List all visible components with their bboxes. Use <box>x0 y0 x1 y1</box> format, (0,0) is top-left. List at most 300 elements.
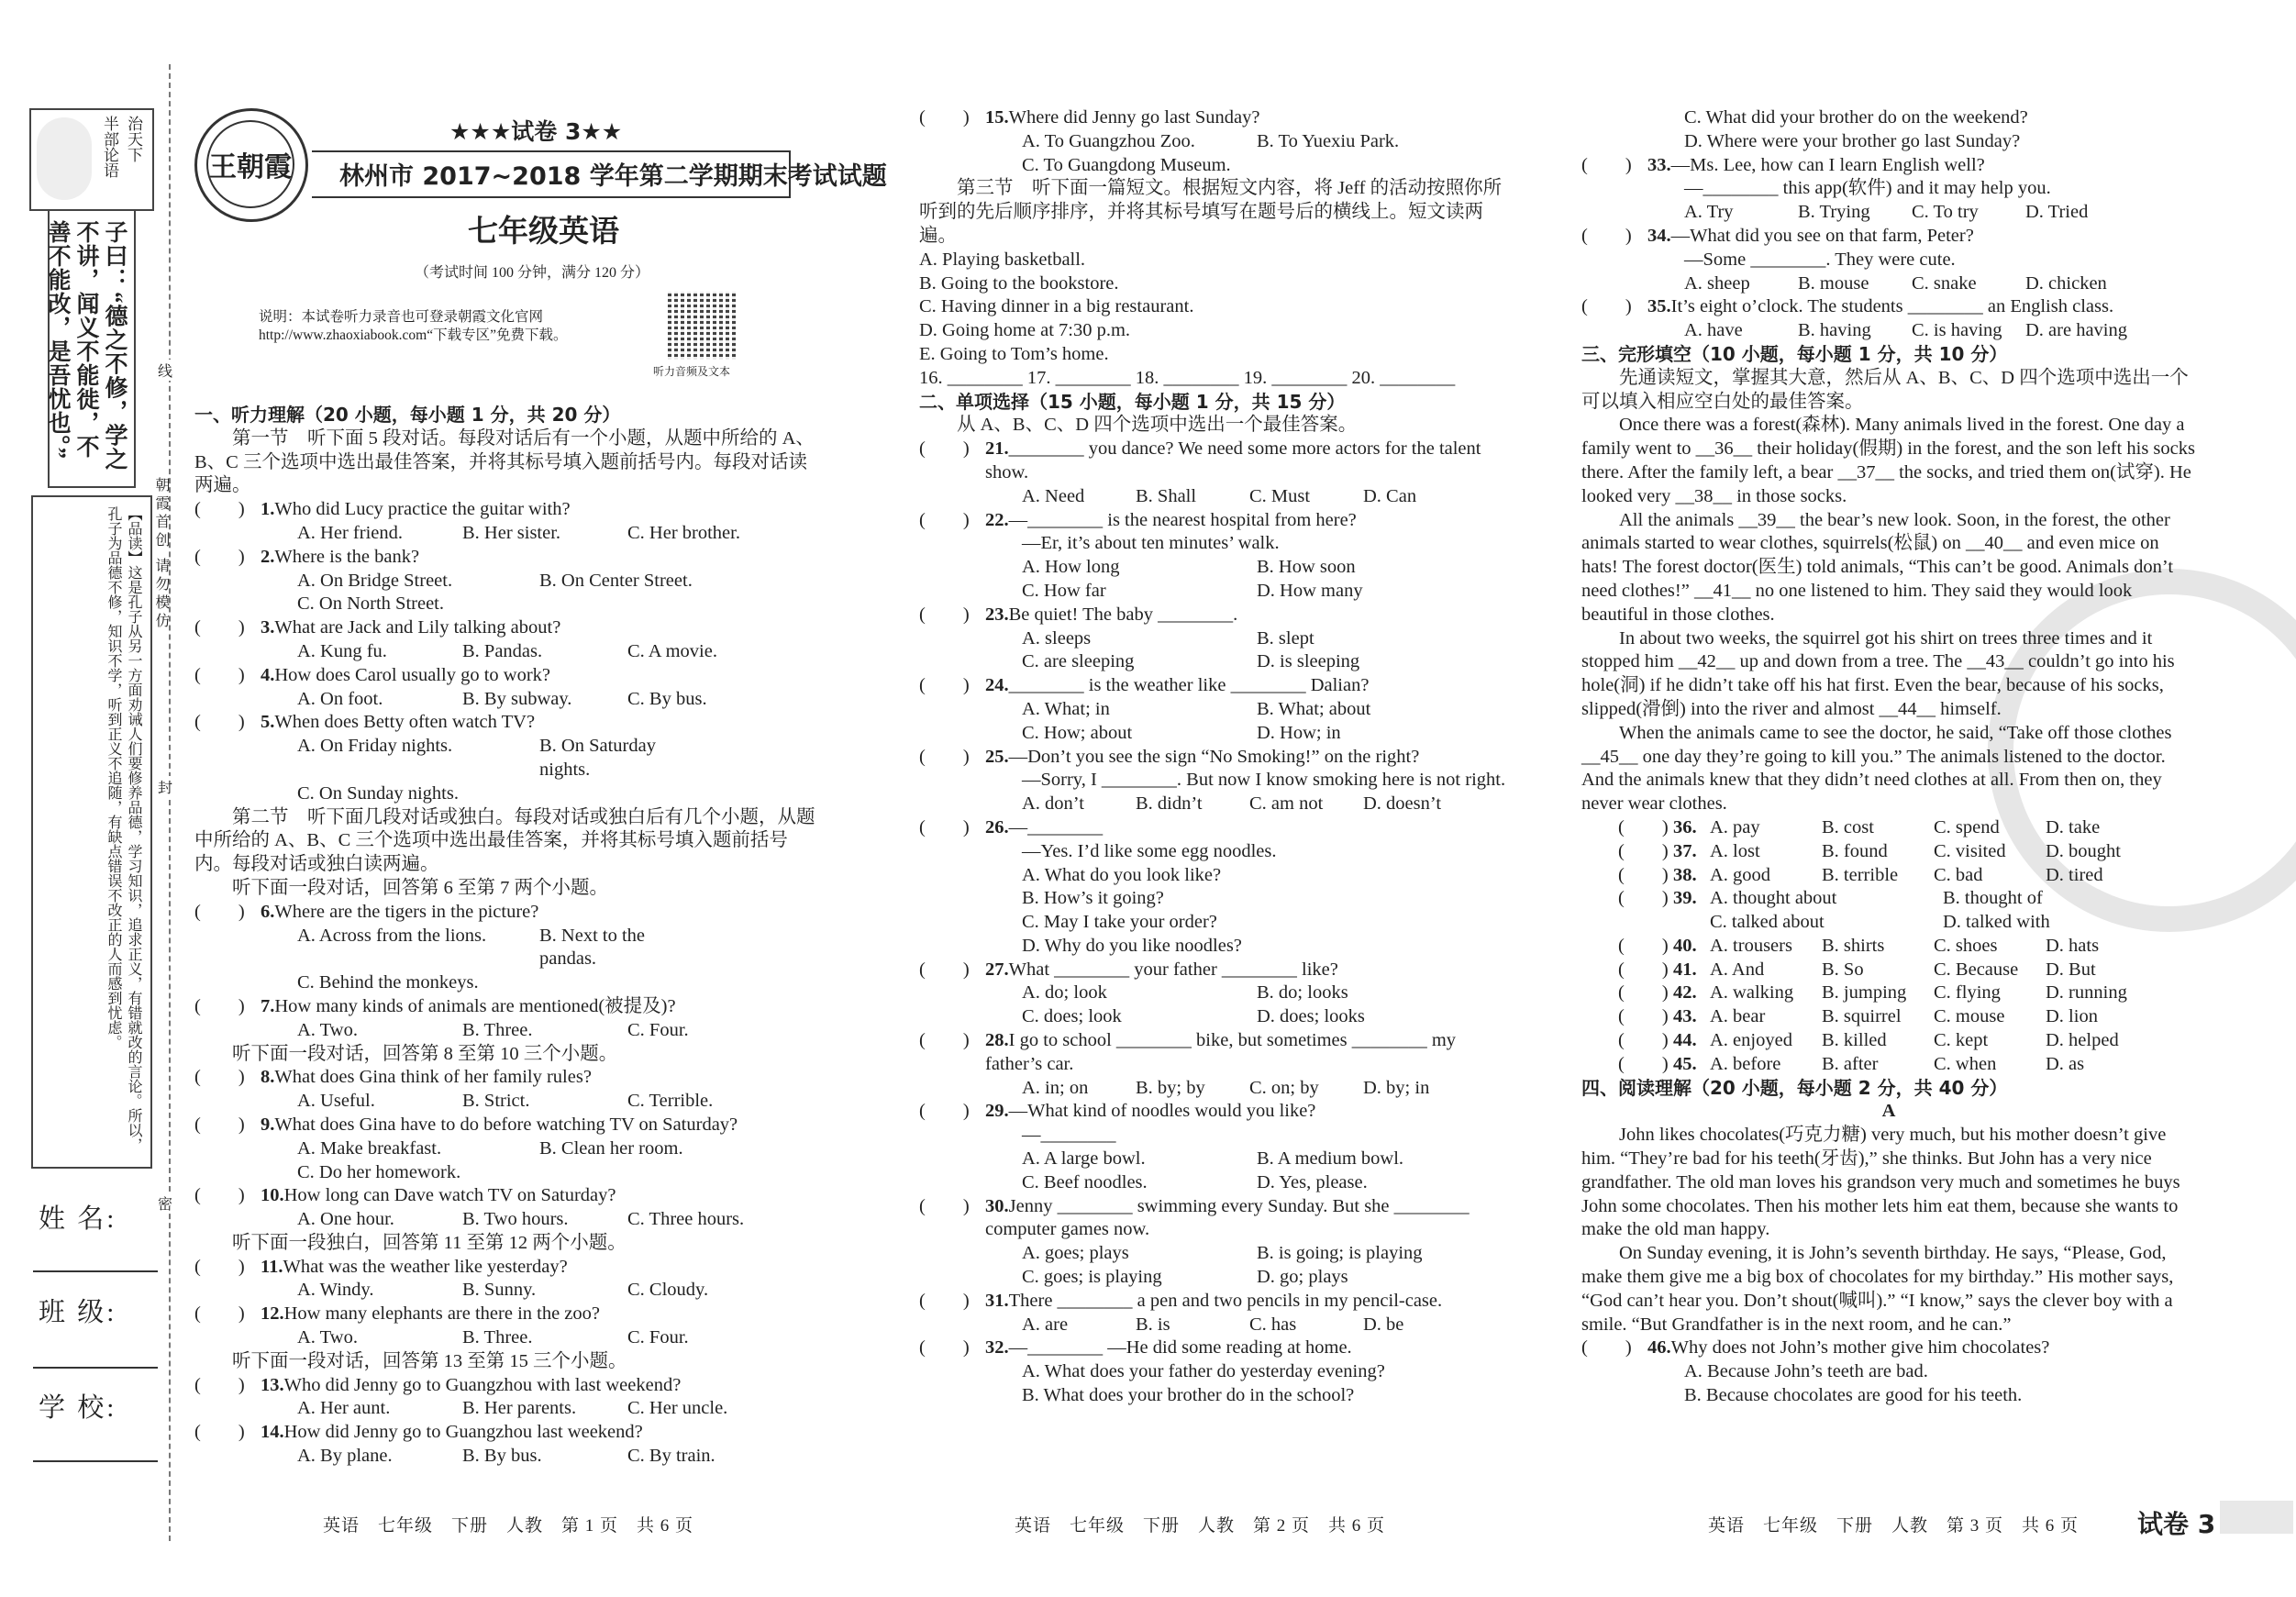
option[interactable]: C. snake <box>1912 272 1977 294</box>
option[interactable]: A. bear <box>1710 1006 1766 1027</box>
question <box>194 1066 818 1090</box>
option[interactable]: C. mouse <box>1934 1006 2005 1027</box>
answer-bracket[interactable]: ( ) <box>1581 1337 1632 1359</box>
option[interactable]: C. are sleeping <box>1022 651 1135 672</box>
option[interactable]: A. Two. <box>297 1327 358 1348</box>
question <box>1581 225 2196 249</box>
answer-bracket[interactable]: ( ) <box>194 617 245 638</box>
option[interactable]: D. talked with <box>1943 912 2050 933</box>
answer-bracket[interactable]: ( ) <box>194 1374 245 1395</box>
cloze-option-row <box>1581 887 2196 911</box>
option[interactable]: B. is <box>1136 1314 1170 1335</box>
option[interactable]: C. On North Street. <box>297 593 444 615</box>
option-row <box>919 1005 1506 1029</box>
option[interactable]: C. To Guangdong Museum. <box>1022 154 1231 175</box>
option[interactable]: C. Must <box>1249 485 1311 506</box>
option[interactable]: A. A large bowl. <box>1022 1148 1146 1170</box>
answer-bracket[interactable]: ( ) <box>1618 1006 1669 1027</box>
option[interactable]: B. Shall <box>1136 485 1197 506</box>
answer-bracket[interactable]: ( ) <box>194 1185 245 1206</box>
answer-bracket[interactable]: ( ) <box>919 816 970 837</box>
option[interactable]: C. visited <box>1934 840 2006 861</box>
option-row <box>919 130 1506 154</box>
paragraph: John likes chocolates(巧克力糖) very much, but his mother doesn’t give him. “They’re bad for his teeth(牙齿),” she thinks. But John has a very nice grandfather. The old man loves his grandson very much and sometimes he buys John some chocolates. Then his mother lets him eat them, because she wants to make the old man happy. <box>1581 1125 2180 1240</box>
paragraph: 第一节 听下面 5 段对话。每段对话后有一个小题，从题中所给的 A、B、C 三个选项中选出最佳答案，并将其标号填入题前括号内。每段对话读两遍。 <box>194 427 815 496</box>
question-number: 46. <box>1647 1337 1671 1359</box>
logo <box>194 108 308 222</box>
paragraph: 先通读短文，掌握其大意，然后从 A、B、C、D 四个选项中选出一个可以填入相应空白处的最佳答案。 <box>1581 367 2189 412</box>
text-line: —Sorry, I ________. But now I know smoking here is not right. <box>1022 770 1506 791</box>
question-text: How did Jenny go to Guangzhou last weekend? <box>283 1422 643 1443</box>
question-number: 33. <box>1647 154 1671 175</box>
option[interactable]: A. Her friend. <box>297 522 403 543</box>
option[interactable]: A. By plane. <box>297 1446 393 1467</box>
question <box>1581 1336 2196 1360</box>
option-row <box>919 1266 1506 1290</box>
option-row <box>194 925 818 972</box>
text-line: D. Going home at 7:30 p.m. <box>919 320 1131 341</box>
footer-tag-bar <box>2220 1501 2293 1534</box>
answer-bracket[interactable]: ( ) <box>194 995 245 1016</box>
option[interactable]: A. walking <box>1710 982 1794 1004</box>
question-number: 9. <box>261 1114 275 1135</box>
answer-bracket[interactable]: ( ) <box>919 959 970 980</box>
option[interactable]: C. Terrible. <box>627 1091 714 1112</box>
option[interactable]: C. kept <box>1934 1030 1989 1051</box>
question-number: 35. <box>1647 296 1671 317</box>
option[interactable]: C. A movie. <box>627 640 717 661</box>
option[interactable]: D. as <box>2046 1053 2085 1074</box>
option[interactable]: B. By bus. <box>462 1446 542 1467</box>
cut-mark-2: 封 <box>158 776 172 797</box>
option[interactable]: A. enjoyed <box>1710 1030 1792 1051</box>
answer-bracket[interactable]: ( ) <box>194 712 245 733</box>
option[interactable]: C. Do her homework. <box>297 1161 461 1182</box>
qr-code[interactable] <box>668 292 736 360</box>
option[interactable]: A. Need <box>1022 485 1085 506</box>
option[interactable]: B. Two hours. <box>462 1209 569 1230</box>
option[interactable]: C. Behind the monkeys. <box>297 972 479 993</box>
question-text: Where did Jenny go last Sunday? <box>1008 107 1260 128</box>
option[interactable]: A. Two. <box>297 1019 358 1040</box>
option[interactable]: C. talked about <box>1710 912 1825 933</box>
question <box>194 995 818 1019</box>
paragraph: 听下面一段对话，回答第 6 至第 7 两个小题。 <box>232 877 608 898</box>
option[interactable]: B. Her parents. <box>462 1398 577 1419</box>
option[interactable]: A. What; in <box>1022 698 1110 719</box>
text-line: B. How’s it going? <box>1022 888 1164 909</box>
answer-bracket[interactable]: ( ) <box>919 1290 970 1311</box>
text-line: —________ <box>1022 1125 1116 1146</box>
option[interactable]: D. Tried <box>2025 202 2089 223</box>
answer-bracket[interactable]: ( ) <box>1618 840 1669 861</box>
option[interactable]: D. hats <box>2046 935 2100 956</box>
name-label: 姓 名: <box>39 1204 117 1234</box>
cloze-option-row <box>1581 1005 2196 1029</box>
option[interactable]: A. before <box>1710 1053 1781 1074</box>
question-number: 34. <box>1647 225 1671 246</box>
option[interactable]: A. One hour. <box>297 1209 394 1230</box>
option[interactable]: C. How; about <box>1022 722 1133 743</box>
option[interactable]: A. On foot. <box>297 688 383 709</box>
option[interactable]: D. tired <box>2046 864 2103 885</box>
question <box>1581 154 2196 178</box>
option[interactable]: C. on; by <box>1249 1077 1319 1098</box>
question-text: How many elephants are there in the zoo? <box>283 1303 601 1325</box>
option[interactable]: A. lost <box>1710 840 1760 861</box>
answer-bracket[interactable]: ( ) <box>194 901 245 922</box>
option[interactable]: B. How soon <box>1257 557 1356 578</box>
answer-bracket[interactable]: ( ) <box>919 1101 970 1122</box>
footer-page-3: 英语 七年级 下册 人教 第 3 页 共 6 页 <box>1708 1516 2080 1536</box>
question-number <box>1673 911 1710 935</box>
option[interactable]: A. On Friday nights. <box>297 736 453 757</box>
option[interactable]: B. So <box>1822 959 1864 980</box>
question-text: What does Gina think of her family rules? <box>274 1067 592 1088</box>
option[interactable]: D. take <box>2046 816 2101 837</box>
answer-bracket[interactable]: ( ) <box>194 499 245 520</box>
question-number: 29. <box>985 1101 1009 1122</box>
answer-bracket[interactable]: ( ) <box>919 1337 970 1359</box>
question-number: 28. <box>985 1030 1009 1051</box>
paragraph: 听下面一段对话，回答第 13 至第 15 三个小题。 <box>232 1350 627 1371</box>
text-line: —Yes. I’d like some egg noodles. <box>1022 840 1277 861</box>
answer-bracket[interactable]: ( ) <box>1618 1053 1669 1074</box>
answer-bracket[interactable]: ( ) <box>1618 888 1669 909</box>
text-line: B. What does your brother do in the school? <box>1022 1385 1355 1406</box>
option[interactable]: C. Her uncle. <box>627 1398 728 1419</box>
option[interactable]: B. squirrel <box>1822 1006 1902 1027</box>
option[interactable]: A. don’t <box>1022 793 1084 815</box>
question-number: 45. <box>1673 1053 1697 1074</box>
question <box>194 498 818 522</box>
option[interactable]: A. trousers <box>1710 935 1792 956</box>
option[interactable]: C. shoes <box>1934 935 1998 956</box>
question-text: What are Jack and Lily talking about? <box>274 617 561 638</box>
seal-text-2: 治天下 <box>125 116 142 162</box>
answer-bracket[interactable]: ( ) <box>919 675 970 696</box>
option[interactable]: C. By bus. <box>627 688 707 709</box>
cloze-option-row <box>1581 816 2196 840</box>
option[interactable]: A. do; look <box>1022 982 1107 1004</box>
paragraph: All the animals __39__ the bear’s new look. Soon, in the forest, the other animals started to wear clothes, squirrels(松鼠) on __40__ and even mice on hats! The forest doctor(医生) told animals, “This can’t be good. Animals don’t need clothes!” __41__ no one listened to him. They said they would look beautiful in those clothes. <box>1581 509 2174 625</box>
option[interactable]: A. goes; plays <box>1022 1243 1129 1264</box>
option[interactable]: A. Useful. <box>297 1091 375 1112</box>
question-number: 27. <box>985 959 1009 980</box>
option[interactable]: A. On Bridge Street. <box>297 570 453 591</box>
text-line: B. Going to the bookstore. <box>919 272 1119 294</box>
question <box>194 1256 818 1280</box>
option[interactable]: D. doesn’t <box>1363 793 1442 815</box>
answer-bracket[interactable]: ( ) <box>194 1422 245 1443</box>
question-number: 40. <box>1673 935 1697 956</box>
answer-bracket[interactable]: ( ) <box>194 1303 245 1325</box>
school-line[interactable] <box>33 1460 158 1462</box>
paper-number: ★★★试卷 3★★ <box>449 118 623 145</box>
option[interactable]: D. go; plays <box>1257 1267 1348 1288</box>
school-label: 学 校: <box>39 1393 117 1423</box>
option[interactable]: A. have <box>1684 320 1743 341</box>
question-text: What ________ your father ________ like? <box>1008 959 1338 980</box>
option-row <box>194 688 818 712</box>
question-text: —________ —He did some reading at home. <box>1008 1337 1352 1359</box>
answer-bracket[interactable]: ( ) <box>1581 225 1632 246</box>
question-text: —Don’t you see the sign “No Smoking!” on the right? <box>1008 746 1420 767</box>
question-text: Where is the bank? <box>274 546 420 567</box>
question-text: —Ms. Lee, how can I learn English well? <box>1670 154 1985 175</box>
logo-text: 王朝霞 <box>206 120 294 208</box>
option-row <box>919 1242 1506 1266</box>
question-text: How long can Dave watch TV on Saturday? <box>283 1185 616 1206</box>
question <box>194 546 818 570</box>
option[interactable]: D. bought <box>2046 840 2121 861</box>
option[interactable]: A. sheep <box>1684 272 1750 294</box>
option[interactable]: B. Three. <box>462 1327 533 1348</box>
option[interactable]: C. does; look <box>1022 1006 1122 1027</box>
option[interactable]: C. Four. <box>627 1019 689 1040</box>
paragraph: 第三节 听下面一篇短文。根据短文内容，将 Jeff 的活动按照你所听到的先后顺序排序，并将其标号填写在题号后的横线上。短文读两遍。 <box>919 178 1503 246</box>
answer-bracket[interactable]: ( ) <box>919 1195 970 1216</box>
option[interactable]: A. Try <box>1684 202 1734 223</box>
option[interactable]: B. cost <box>1822 816 1874 837</box>
option[interactable]: B. On Center Street. <box>539 570 693 591</box>
question-number: 24. <box>985 675 1009 696</box>
answer-bracket[interactable]: ( ) <box>919 1030 970 1051</box>
option[interactable]: B. by; by <box>1136 1077 1205 1098</box>
option[interactable]: B. Next to the pandas. <box>539 925 646 970</box>
question-text: —________ <box>1008 816 1104 837</box>
question <box>919 509 1506 533</box>
name-line[interactable] <box>33 1270 158 1272</box>
option-row <box>919 154 1506 178</box>
class-line[interactable] <box>33 1367 158 1369</box>
question-text: When does Betty often watch TV? <box>274 712 536 733</box>
option[interactable]: A. are <box>1022 1314 1069 1335</box>
answer-bracket[interactable]: ( ) <box>919 604 970 625</box>
option[interactable]: D. does; looks <box>1257 1006 1365 1027</box>
option[interactable]: D. Can <box>1363 485 1417 506</box>
option[interactable]: B. do; looks <box>1257 982 1348 1004</box>
cloze-option-row <box>1581 1029 2196 1053</box>
option[interactable]: A. sleeps <box>1022 627 1092 649</box>
section-heading: 三、完形填空（10 小题，每小题 1 分，共 10 分） <box>1581 342 2008 365</box>
question <box>194 1374 818 1398</box>
question-number: 41. <box>1673 959 1697 980</box>
answer-bracket[interactable]: ( ) <box>1618 935 1669 956</box>
option[interactable]: C. How far <box>1022 580 1106 601</box>
option[interactable]: B. Pandas. <box>462 640 543 661</box>
time-note: （考试时间 100 分钟，满分 120 分） <box>415 265 650 281</box>
option[interactable]: C. has <box>1249 1314 1297 1335</box>
column-2 <box>919 106 1506 1408</box>
answer-bracket[interactable]: ( ) <box>1618 816 1669 837</box>
option[interactable]: D. But <box>2046 959 2096 980</box>
answer-bracket[interactable]: ( ) <box>919 107 970 128</box>
option-row <box>194 1445 818 1469</box>
option[interactable]: B. after <box>1822 1053 1879 1074</box>
option[interactable]: A. Kung fu. <box>297 640 387 661</box>
option[interactable]: C. Three hours. <box>627 1209 745 1230</box>
option[interactable]: C. goes; is playing <box>1022 1267 1162 1288</box>
option[interactable]: D. chicken <box>2025 272 2107 294</box>
paragraph: When the animals came to see the doctor, he said, “Take off those clothes __45__ one day they’re going to kill you.” The animals listened to the doctor. And the animals knew that they didn’t need clothes at all. From then on, they never wear clothes. <box>1581 722 2172 815</box>
option[interactable]: A. Windy. <box>297 1280 374 1301</box>
option-row <box>194 1137 818 1161</box>
question <box>919 674 1506 698</box>
option-row <box>194 1208 818 1232</box>
option-row <box>1581 201 2196 225</box>
option[interactable]: D. How; in <box>1257 722 1341 743</box>
option[interactable]: D. lion <box>2046 1006 2098 1027</box>
option[interactable]: B. shirts <box>1822 935 1885 956</box>
option[interactable]: C. when <box>1934 1053 1997 1074</box>
option[interactable]: B. Trying <box>1798 202 1870 223</box>
paragraph: In about two weeks, the squirrel got his shirt on trees three times and it stopped him __42__ up and down from a tree. The __43__ couldn’t go into his hole(洞) if he didn’t take off his hat first. Even the bear, because of his socks, slipped(滑倒) into the river and almost __44__ himself. <box>1581 627 2175 719</box>
question-number: 21. <box>985 438 1009 460</box>
option[interactable]: B. jumping <box>1822 982 1907 1004</box>
answer-bracket[interactable]: ( ) <box>919 509 970 530</box>
option-row <box>194 1326 818 1350</box>
option[interactable]: B. Her sister. <box>462 522 561 543</box>
option[interactable]: C. On Sunday nights. <box>297 782 459 804</box>
question-number: 14. <box>261 1422 284 1443</box>
option[interactable]: A. And <box>1710 959 1765 980</box>
answer-bracket[interactable]: ( ) <box>194 546 245 567</box>
option[interactable]: B. Three. <box>462 1019 533 1040</box>
option[interactable]: C. Because <box>1934 959 2019 980</box>
text-line: A. Playing basketball. <box>919 249 1086 270</box>
answer-bracket[interactable]: ( ) <box>1581 296 1632 317</box>
text-line: C. May I take your order? <box>1022 912 1217 933</box>
answer-bracket[interactable]: ( ) <box>194 664 245 685</box>
cut-mark-3: 密 <box>158 1192 172 1214</box>
option[interactable]: A. To Guangzhou Zoo. <box>1022 130 1195 151</box>
answer-bracket[interactable]: ( ) <box>1618 982 1669 1004</box>
question-number: 36. <box>1673 816 1697 837</box>
option[interactable]: B. killed <box>1822 1030 1887 1051</box>
option[interactable]: B. By subway. <box>462 688 572 709</box>
question-number: 1. <box>261 499 275 520</box>
question-number: 37. <box>1673 840 1697 861</box>
option[interactable]: C. flying <box>1934 982 2001 1004</box>
option[interactable]: B. terrible <box>1822 864 1899 885</box>
option[interactable]: D. How many <box>1257 580 1363 601</box>
option[interactable]: A. good <box>1710 864 1771 885</box>
option-row <box>194 522 818 546</box>
footer-page-1: 英语 七年级 下册 人教 第 1 页 共 6 页 <box>323 1516 694 1536</box>
answer-bracket[interactable]: ( ) <box>194 1114 245 1135</box>
option[interactable]: A. How long <box>1022 557 1120 578</box>
option[interactable]: D. is sleeping <box>1257 651 1360 672</box>
question-number: 42. <box>1673 982 1697 1004</box>
option[interactable]: A. Her aunt. <box>297 1398 391 1419</box>
answer-bracket[interactable]: ( ) <box>1618 1030 1669 1051</box>
option[interactable]: C. Her brother. <box>627 522 740 543</box>
option[interactable]: B. is going; is playing <box>1257 1243 1423 1264</box>
quote-box <box>45 209 136 488</box>
answer-bracket[interactable]: ( ) <box>1618 864 1669 885</box>
option[interactable]: A. pay <box>1710 816 1760 837</box>
option[interactable]: C. Beef noodles. <box>1022 1171 1148 1192</box>
question <box>194 1114 818 1137</box>
option[interactable]: B. On Saturday nights. <box>539 736 656 780</box>
cloze-option-row <box>1581 959 2196 982</box>
answer-bracket[interactable]: ( ) <box>194 1256 245 1277</box>
option[interactable]: C. am not <box>1249 793 1324 815</box>
option[interactable]: B. slept <box>1257 627 1314 649</box>
option[interactable]: C. is having <box>1912 320 2002 341</box>
option-row <box>919 1148 1506 1171</box>
option[interactable]: B. What; about <box>1257 698 1371 719</box>
text-line: A. Because John’s teeth are bad. <box>1684 1361 1928 1382</box>
question <box>919 1336 1506 1360</box>
text-line: D. Why do you like noodles? <box>1022 935 1242 956</box>
option[interactable]: A. thought about <box>1710 888 1837 909</box>
footer-tag: 试卷 3 <box>2137 1509 2216 1539</box>
question-text: I go to school ________ bike, but sometimes ________ my father’s car. <box>985 1030 1457 1074</box>
option[interactable]: C. To try <box>1912 202 1979 223</box>
option[interactable]: C. By train. <box>627 1446 715 1467</box>
option[interactable]: B. didn’t <box>1136 793 1203 815</box>
question <box>919 1290 1506 1314</box>
question-text: ________ you dance? We need some more actors for the talent show. <box>985 438 1481 482</box>
text-line: —Er, it’s about ten minutes’ walk. <box>1022 533 1280 554</box>
option[interactable]: A. Make breakfast. <box>297 1137 442 1159</box>
question-text: —________ is the nearest hospital from here? <box>1008 509 1357 530</box>
option[interactable]: B. found <box>1822 840 1888 861</box>
cloze-option-row <box>1581 935 2196 959</box>
option[interactable]: B. thought of <box>1943 888 2043 909</box>
option[interactable]: D. running <box>2046 982 2127 1004</box>
question-number: 15. <box>985 107 1009 128</box>
answer-bracket[interactable]: ( ) <box>194 1067 245 1088</box>
option[interactable]: B. mouse <box>1798 272 1869 294</box>
option[interactable]: A. in; on <box>1022 1077 1089 1098</box>
cloze-option-row <box>1581 981 2196 1005</box>
option-row <box>194 593 818 616</box>
option[interactable]: B. having <box>1798 320 1871 341</box>
option[interactable]: C. Cloudy. <box>627 1280 709 1301</box>
option[interactable]: C. Four. <box>627 1327 689 1348</box>
option[interactable]: B. Clean her room. <box>539 1137 683 1159</box>
option[interactable]: D. helped <box>2046 1030 2119 1051</box>
option[interactable]: C. bad <box>1934 864 1983 885</box>
question-number: 8. <box>261 1067 275 1088</box>
cloze-option-row <box>1581 840 2196 864</box>
option[interactable]: A. Across from the lions. <box>297 925 487 946</box>
answer-bracket[interactable]: ( ) <box>919 746 970 767</box>
text-line: 16. ________ 17. ________ 18. ________ 19. ________ 20. ________ <box>919 367 1456 388</box>
question <box>194 664 818 688</box>
option[interactable]: B. To Yuexiu Park. <box>1257 130 1400 151</box>
option[interactable]: D. be <box>1363 1314 1404 1335</box>
answer-bracket[interactable]: ( ) <box>919 438 970 460</box>
option[interactable]: D. by; in <box>1363 1077 1430 1098</box>
option[interactable]: D. Yes, please. <box>1257 1171 1368 1192</box>
answer-bracket[interactable]: ( ) <box>1581 154 1632 175</box>
option[interactable]: D. are having <box>2025 320 2127 341</box>
option[interactable]: B. A medium bowl. <box>1257 1148 1404 1170</box>
question <box>919 816 1506 840</box>
question <box>919 1195 1506 1243</box>
option[interactable]: C. spend <box>1934 816 2000 837</box>
option[interactable]: B. Sunny. <box>462 1280 537 1301</box>
answer-bracket[interactable]: ( ) <box>1618 959 1669 980</box>
option[interactable]: B. Strict. <box>462 1091 530 1112</box>
cut-mark-1: 线 <box>158 360 172 381</box>
option-row <box>194 971 818 995</box>
footer-page-2: 英语 七年级 下册 人教 第 2 页 共 6 页 <box>1015 1516 1386 1536</box>
